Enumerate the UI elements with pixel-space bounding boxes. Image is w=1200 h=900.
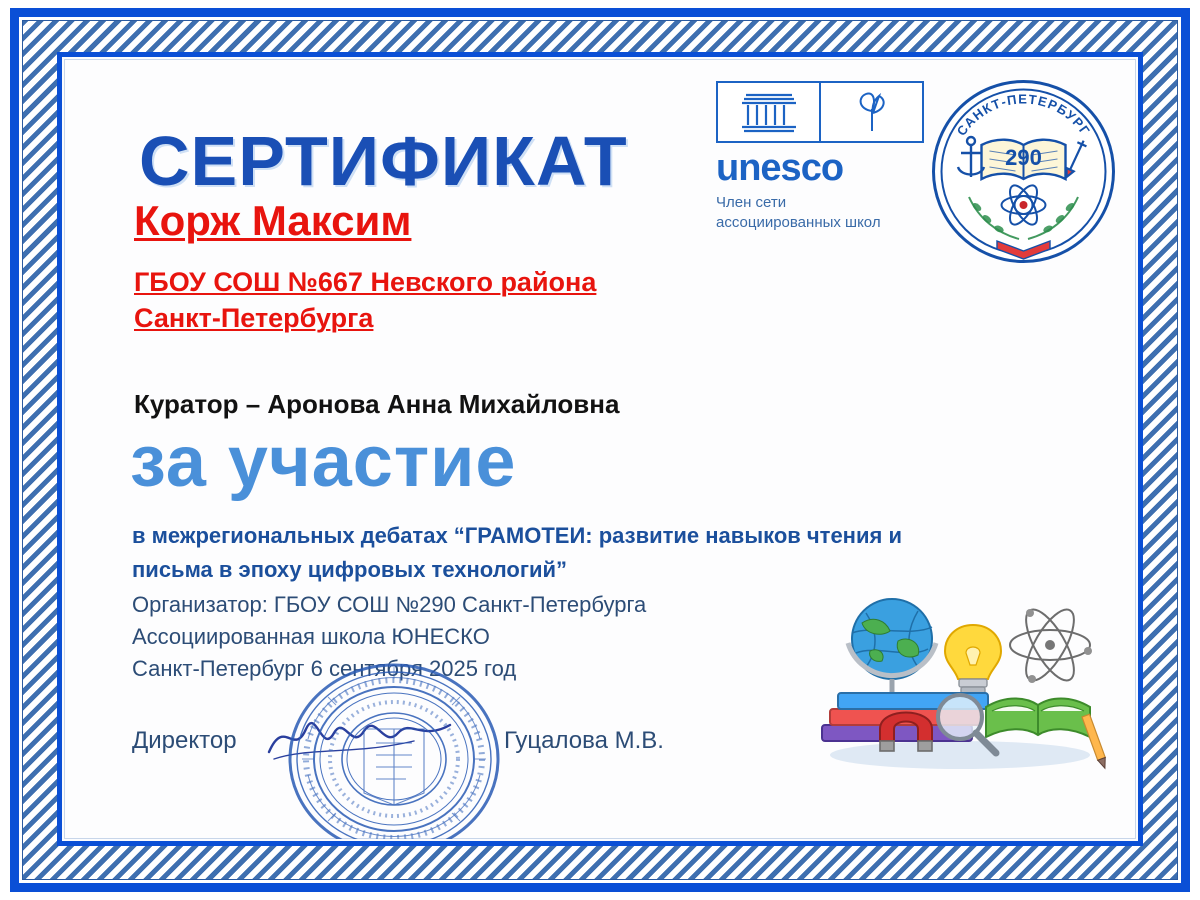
recipient-school-line2: Санкт-Петербурга [134,303,374,334]
recipient-school [134,264,814,337]
svg-text:САНКТ-ПЕТЕРБУРГ: САНКТ-ПЕТЕРБУРГ [953,91,1094,139]
unesco-leaf-icon [852,89,892,135]
unesco-temple-cell [718,83,821,141]
unesco-subtitle [716,193,931,234]
director-label: Директор [132,727,237,754]
organizer-line-3: Санкт-Петербург 6 сентября 2025 год [132,655,517,681]
event-title: “ГРАМОТЕИ: развитие навыков чтения и письма в эпоху цифровых технологий” [132,523,902,583]
organizer-line-2: Ассоциированная школа ЮНЕСКО [132,623,490,649]
certificate-content [64,59,1136,839]
school-290-emblem-icon [931,79,1116,264]
unesco-subtitle-line1: Член сети [716,194,787,211]
curator-line: Куратор – Аронова Анна Михайловна [134,389,620,419]
unesco-logo-box [716,81,924,143]
award-reason: за участие [130,422,517,502]
education-illustration [810,567,1120,777]
event-prefix: в межрегиональных дебатах [132,523,454,548]
unesco-temple-icon [738,89,800,135]
recipient-school-line1: ГБОУ СОШ №667 Невского района [134,267,597,297]
unesco-subtitle-line2: ассоциированных школ [716,214,881,232]
recipient-name: Корж Максим [134,197,412,244]
unesco-logo-block [716,81,931,234]
event-description [132,519,922,587]
official-round-stamp-icon [279,654,509,839]
director-name: Гуцалова М.В. [504,727,664,754]
unesco-wordmark: unesco [716,147,844,189]
page-title: СЕРТИФИКАТ [139,122,628,200]
svg-text:290: 290 [1005,145,1042,170]
unesco-leaf-cell [821,83,922,141]
organizer-line-1: Организатор: ГБОУ СОШ №290 Санкт-Петербурга [132,592,647,617]
